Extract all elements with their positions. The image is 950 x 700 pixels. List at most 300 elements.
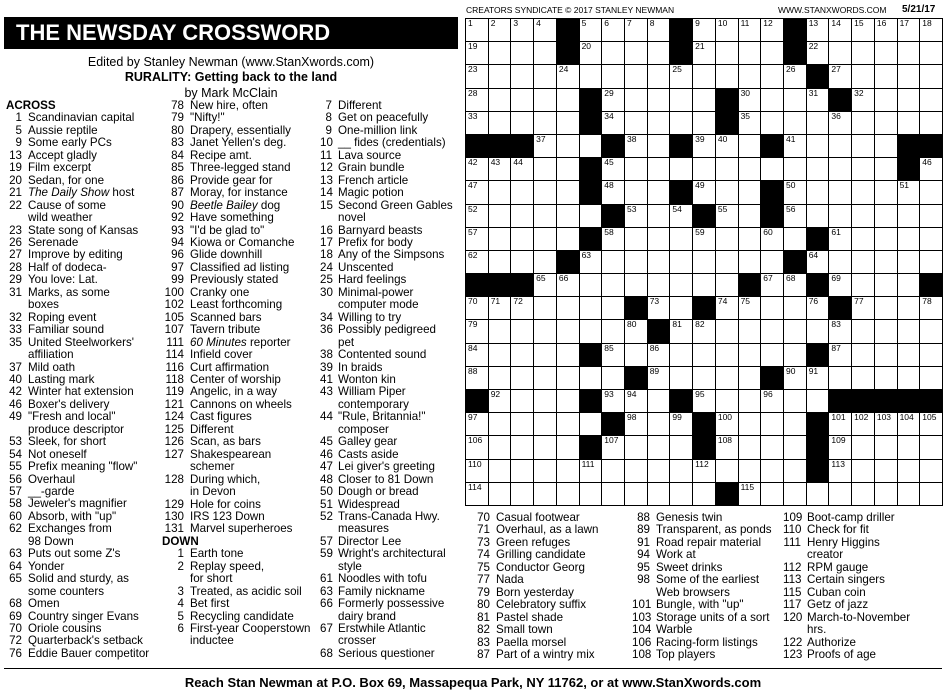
- grid-cell[interactable]: [897, 180, 921, 204]
- grid-cell[interactable]: [669, 319, 693, 343]
- grid-cell[interactable]: [897, 319, 921, 343]
- grid-cell[interactable]: [647, 88, 671, 112]
- grid-cell[interactable]: [874, 273, 898, 297]
- grid-cell[interactable]: [851, 41, 875, 65]
- grid-cell[interactable]: [669, 343, 693, 367]
- grid-cell[interactable]: [488, 459, 512, 483]
- grid-cell[interactable]: [874, 435, 898, 459]
- grid-cell[interactable]: [647, 343, 671, 367]
- grid-cell[interactable]: [828, 366, 852, 390]
- grid-cell[interactable]: [897, 227, 921, 251]
- grid-cell[interactable]: [919, 64, 943, 88]
- grid-cell[interactable]: [556, 412, 580, 436]
- grid-cell[interactable]: [851, 412, 875, 436]
- grid-cell[interactable]: [692, 273, 716, 297]
- grid-cell[interactable]: [783, 319, 807, 343]
- grid-cell[interactable]: [715, 389, 739, 413]
- grid-cell[interactable]: [919, 180, 943, 204]
- grid-cell[interactable]: [919, 435, 943, 459]
- grid-cell[interactable]: [488, 18, 512, 42]
- grid-cell[interactable]: [738, 18, 762, 42]
- grid-cell[interactable]: [601, 482, 625, 506]
- grid-cell[interactable]: [828, 319, 852, 343]
- grid-cell[interactable]: [874, 64, 898, 88]
- grid-cell[interactable]: [624, 459, 648, 483]
- grid-cell[interactable]: [533, 459, 557, 483]
- grid-cell[interactable]: [556, 134, 580, 158]
- grid-cell[interactable]: [828, 459, 852, 483]
- grid-cell[interactable]: [579, 204, 603, 228]
- grid-cell[interactable]: [828, 134, 852, 158]
- grid-cell[interactable]: [738, 319, 762, 343]
- grid-cell[interactable]: [919, 88, 943, 112]
- grid-cell[interactable]: [669, 273, 693, 297]
- grid-cell[interactable]: [488, 111, 512, 135]
- grid-cell[interactable]: [692, 18, 716, 42]
- grid-cell[interactable]: [601, 88, 625, 112]
- grid-cell[interactable]: [760, 389, 784, 413]
- grid-cell[interactable]: [806, 389, 830, 413]
- grid-cell[interactable]: [647, 64, 671, 88]
- grid-cell[interactable]: [624, 482, 648, 506]
- grid-cell[interactable]: [760, 64, 784, 88]
- grid-cell[interactable]: [851, 250, 875, 274]
- grid-cell[interactable]: [874, 343, 898, 367]
- grid-cell[interactable]: [669, 296, 693, 320]
- grid-cell[interactable]: [738, 111, 762, 135]
- grid-cell[interactable]: [488, 88, 512, 112]
- grid-cell[interactable]: [579, 41, 603, 65]
- grid-cell[interactable]: [624, 88, 648, 112]
- grid-cell[interactable]: [851, 88, 875, 112]
- grid-cell[interactable]: [806, 180, 830, 204]
- grid-cell[interactable]: [465, 41, 489, 65]
- grid-cell[interactable]: [556, 343, 580, 367]
- grid-cell[interactable]: [828, 204, 852, 228]
- grid-cell[interactable]: [783, 459, 807, 483]
- grid-cell[interactable]: [692, 250, 716, 274]
- grid-cell[interactable]: [488, 204, 512, 228]
- grid-cell[interactable]: [556, 273, 580, 297]
- grid-cell[interactable]: [760, 459, 784, 483]
- grid-cell[interactable]: [874, 111, 898, 135]
- grid-cell[interactable]: [738, 482, 762, 506]
- grid-cell[interactable]: [692, 180, 716, 204]
- grid-cell[interactable]: [897, 111, 921, 135]
- grid-cell[interactable]: [783, 482, 807, 506]
- grid-cell[interactable]: [601, 435, 625, 459]
- grid-cell[interactable]: [647, 18, 671, 42]
- grid-cell[interactable]: [556, 111, 580, 135]
- grid-cell[interactable]: [669, 250, 693, 274]
- grid-cell[interactable]: [488, 343, 512, 367]
- grid-cell[interactable]: [897, 204, 921, 228]
- grid-cell[interactable]: [465, 64, 489, 88]
- grid-cell[interactable]: [624, 111, 648, 135]
- grid-cell[interactable]: [760, 18, 784, 42]
- grid-cell[interactable]: [510, 366, 534, 390]
- grid-cell[interactable]: [579, 296, 603, 320]
- grid-cell[interactable]: [828, 250, 852, 274]
- grid-cell[interactable]: [556, 389, 580, 413]
- grid-cell[interactable]: [579, 134, 603, 158]
- grid-cell[interactable]: [624, 18, 648, 42]
- grid-cell[interactable]: [874, 134, 898, 158]
- grid-cell[interactable]: [760, 319, 784, 343]
- grid-cell[interactable]: [874, 482, 898, 506]
- grid-cell[interactable]: [897, 64, 921, 88]
- grid-cell[interactable]: [669, 111, 693, 135]
- grid-cell[interactable]: [760, 273, 784, 297]
- grid-cell[interactable]: [828, 64, 852, 88]
- grid-cell[interactable]: [851, 435, 875, 459]
- grid-cell[interactable]: [624, 227, 648, 251]
- grid-cell[interactable]: [806, 88, 830, 112]
- grid-cell[interactable]: [715, 319, 739, 343]
- grid-cell[interactable]: [715, 250, 739, 274]
- grid-cell[interactable]: [488, 366, 512, 390]
- grid-cell[interactable]: [556, 180, 580, 204]
- grid-cell[interactable]: [783, 435, 807, 459]
- grid-cell[interactable]: [624, 41, 648, 65]
- grid-cell[interactable]: [874, 88, 898, 112]
- grid-cell[interactable]: [715, 18, 739, 42]
- grid-cell[interactable]: [715, 64, 739, 88]
- grid-cell[interactable]: [738, 204, 762, 228]
- grid-cell[interactable]: [828, 111, 852, 135]
- grid-cell[interactable]: [601, 273, 625, 297]
- grid-cell[interactable]: [783, 412, 807, 436]
- grid-cell[interactable]: [897, 412, 921, 436]
- grid-cell[interactable]: [715, 366, 739, 390]
- grid-cell[interactable]: [601, 343, 625, 367]
- grid-cell[interactable]: [510, 111, 534, 135]
- grid-cell[interactable]: [715, 41, 739, 65]
- grid-cell[interactable]: [828, 412, 852, 436]
- grid-cell[interactable]: [556, 459, 580, 483]
- grid-cell[interactable]: [579, 459, 603, 483]
- grid-cell[interactable]: [738, 227, 762, 251]
- grid-cell[interactable]: [897, 250, 921, 274]
- grid-cell[interactable]: [715, 180, 739, 204]
- grid-cell[interactable]: [851, 227, 875, 251]
- grid-cell[interactable]: [601, 459, 625, 483]
- grid-cell[interactable]: [692, 134, 716, 158]
- grid-cell[interactable]: [738, 389, 762, 413]
- grid-cell[interactable]: [601, 296, 625, 320]
- grid-cell[interactable]: [669, 157, 693, 181]
- grid-cell[interactable]: [851, 64, 875, 88]
- grid-cell[interactable]: [851, 482, 875, 506]
- grid-cell[interactable]: [647, 273, 671, 297]
- grid-cell[interactable]: [919, 18, 943, 42]
- grid-cell[interactable]: [579, 319, 603, 343]
- grid-cell[interactable]: [533, 343, 557, 367]
- grid-cell[interactable]: [874, 180, 898, 204]
- grid-cell[interactable]: [738, 435, 762, 459]
- grid-cell[interactable]: [715, 459, 739, 483]
- grid-cell[interactable]: [579, 482, 603, 506]
- grid-cell[interactable]: [919, 343, 943, 367]
- grid-cell[interactable]: [783, 389, 807, 413]
- grid-cell[interactable]: [647, 459, 671, 483]
- grid-cell[interactable]: [919, 459, 943, 483]
- grid-cell[interactable]: [919, 412, 943, 436]
- grid-cell[interactable]: [556, 366, 580, 390]
- grid-cell[interactable]: [556, 88, 580, 112]
- grid-cell[interactable]: [488, 157, 512, 181]
- grid-cell[interactable]: [851, 157, 875, 181]
- grid-cell[interactable]: [601, 180, 625, 204]
- grid-cell[interactable]: [624, 389, 648, 413]
- grid-cell[interactable]: [738, 41, 762, 65]
- grid-cell[interactable]: [533, 296, 557, 320]
- grid-cell[interactable]: [783, 134, 807, 158]
- grid-cell[interactable]: [533, 435, 557, 459]
- grid-cell[interactable]: [874, 366, 898, 390]
- grid-cell[interactable]: [647, 204, 671, 228]
- grid-cell[interactable]: [647, 111, 671, 135]
- grid-cell[interactable]: [556, 482, 580, 506]
- grid-cell[interactable]: [533, 134, 557, 158]
- grid-cell[interactable]: [760, 435, 784, 459]
- grid-cell[interactable]: [806, 111, 830, 135]
- grid-cell[interactable]: [510, 180, 534, 204]
- grid-cell[interactable]: [669, 227, 693, 251]
- grid-cell[interactable]: [647, 180, 671, 204]
- grid-cell[interactable]: [828, 180, 852, 204]
- grid-cell[interactable]: [510, 296, 534, 320]
- grid-cell[interactable]: [669, 64, 693, 88]
- grid-cell[interactable]: [624, 343, 648, 367]
- grid-cell[interactable]: [624, 319, 648, 343]
- grid-cell[interactable]: [488, 412, 512, 436]
- grid-cell[interactable]: [669, 88, 693, 112]
- grid-cell[interactable]: [851, 273, 875, 297]
- grid-cell[interactable]: [669, 412, 693, 436]
- grid-cell[interactable]: [510, 319, 534, 343]
- grid-cell[interactable]: [556, 157, 580, 181]
- grid-cell[interactable]: [715, 412, 739, 436]
- grid-cell[interactable]: [601, 41, 625, 65]
- grid-cell[interactable]: [715, 273, 739, 297]
- grid-cell[interactable]: [601, 18, 625, 42]
- grid-cell[interactable]: [647, 296, 671, 320]
- grid-cell[interactable]: [533, 204, 557, 228]
- grid-cell[interactable]: [488, 227, 512, 251]
- grid-cell[interactable]: [601, 250, 625, 274]
- grid-cell[interactable]: [601, 111, 625, 135]
- grid-cell[interactable]: [783, 343, 807, 367]
- grid-cell[interactable]: [897, 41, 921, 65]
- grid-cell[interactable]: [601, 366, 625, 390]
- grid-cell[interactable]: [579, 273, 603, 297]
- grid-cell[interactable]: [874, 459, 898, 483]
- grid-cell[interactable]: [715, 296, 739, 320]
- grid-cell[interactable]: [533, 41, 557, 65]
- grid-cell[interactable]: [669, 459, 693, 483]
- grid-cell[interactable]: [919, 250, 943, 274]
- grid-cell[interactable]: [556, 64, 580, 88]
- grid-cell[interactable]: [647, 134, 671, 158]
- grid-cell[interactable]: [488, 319, 512, 343]
- grid-cell[interactable]: [533, 482, 557, 506]
- grid-cell[interactable]: [533, 319, 557, 343]
- grid-cell[interactable]: [783, 64, 807, 88]
- grid-cell[interactable]: [783, 180, 807, 204]
- grid-cell[interactable]: [488, 482, 512, 506]
- grid-cell[interactable]: [919, 111, 943, 135]
- grid-cell[interactable]: [488, 296, 512, 320]
- grid-cell[interactable]: [806, 41, 830, 65]
- grid-cell[interactable]: [738, 250, 762, 274]
- grid-cell[interactable]: [828, 227, 852, 251]
- grid-cell[interactable]: [828, 435, 852, 459]
- grid-cell[interactable]: [806, 482, 830, 506]
- grid-cell[interactable]: [510, 459, 534, 483]
- grid-cell[interactable]: [806, 157, 830, 181]
- grid-cell[interactable]: [510, 41, 534, 65]
- grid-cell[interactable]: [692, 319, 716, 343]
- grid-cell[interactable]: [692, 343, 716, 367]
- grid-cell[interactable]: [715, 157, 739, 181]
- grid-cell[interactable]: [715, 343, 739, 367]
- grid-cell[interactable]: [874, 157, 898, 181]
- grid-cell[interactable]: [738, 459, 762, 483]
- grid-cell[interactable]: [692, 227, 716, 251]
- grid-cell[interactable]: [669, 435, 693, 459]
- grid-cell[interactable]: [738, 366, 762, 390]
- grid-cell[interactable]: [647, 389, 671, 413]
- grid-cell[interactable]: [828, 41, 852, 65]
- grid-cell[interactable]: [760, 250, 784, 274]
- grid-cell[interactable]: [897, 459, 921, 483]
- grid-cell[interactable]: [783, 204, 807, 228]
- grid-cell[interactable]: [874, 296, 898, 320]
- grid-cell[interactable]: [556, 319, 580, 343]
- grid-cell[interactable]: [783, 273, 807, 297]
- grid-cell[interactable]: [601, 319, 625, 343]
- grid-cell[interactable]: [647, 157, 671, 181]
- grid-cell[interactable]: [806, 366, 830, 390]
- grid-cell[interactable]: [806, 296, 830, 320]
- grid-cell[interactable]: [624, 64, 648, 88]
- grid-cell[interactable]: [510, 250, 534, 274]
- grid-cell[interactable]: [874, 18, 898, 42]
- grid-cell[interactable]: [760, 227, 784, 251]
- grid-cell[interactable]: [488, 41, 512, 65]
- grid-cell[interactable]: [919, 319, 943, 343]
- grid-cell[interactable]: [715, 134, 739, 158]
- grid-cell[interactable]: [692, 389, 716, 413]
- grid-cell[interactable]: [919, 366, 943, 390]
- grid-cell[interactable]: [738, 64, 762, 88]
- grid-cell[interactable]: [919, 41, 943, 65]
- grid-cell[interactable]: [647, 250, 671, 274]
- grid-cell[interactable]: [738, 412, 762, 436]
- grid-cell[interactable]: [601, 389, 625, 413]
- grid-cell[interactable]: [851, 366, 875, 390]
- grid-cell[interactable]: [579, 64, 603, 88]
- grid-cell[interactable]: [692, 157, 716, 181]
- grid-cell[interactable]: [828, 18, 852, 42]
- grid-cell[interactable]: [624, 273, 648, 297]
- grid-cell[interactable]: [851, 204, 875, 228]
- grid-cell[interactable]: [601, 64, 625, 88]
- grid-cell[interactable]: [601, 227, 625, 251]
- grid-cell[interactable]: [556, 227, 580, 251]
- grid-cell[interactable]: [624, 412, 648, 436]
- grid-cell[interactable]: [919, 482, 943, 506]
- grid-cell[interactable]: [760, 88, 784, 112]
- grid-cell[interactable]: [738, 180, 762, 204]
- grid-cell[interactable]: [533, 18, 557, 42]
- grid-cell[interactable]: [669, 366, 693, 390]
- grid-cell[interactable]: [510, 412, 534, 436]
- grid-cell[interactable]: [760, 41, 784, 65]
- grid-cell[interactable]: [647, 41, 671, 65]
- grid-cell[interactable]: [579, 412, 603, 436]
- grid-cell[interactable]: [897, 366, 921, 390]
- grid-cell[interactable]: [828, 273, 852, 297]
- grid-cell[interactable]: [510, 343, 534, 367]
- grid-cell[interactable]: [874, 227, 898, 251]
- grid-cell[interactable]: [647, 482, 671, 506]
- grid-cell[interactable]: [897, 296, 921, 320]
- grid-cell[interactable]: [851, 343, 875, 367]
- grid-cell[interactable]: [510, 204, 534, 228]
- grid-cell[interactable]: [488, 435, 512, 459]
- grid-cell[interactable]: [897, 18, 921, 42]
- grid-cell[interactable]: [647, 227, 671, 251]
- grid-cell[interactable]: [806, 204, 830, 228]
- grid-cell[interactable]: [897, 435, 921, 459]
- grid-cell[interactable]: [556, 204, 580, 228]
- grid-cell[interactable]: [579, 250, 603, 274]
- grid-cell[interactable]: [874, 412, 898, 436]
- grid-cell[interactable]: [465, 18, 489, 42]
- grid-cell[interactable]: [488, 180, 512, 204]
- grid-cell[interactable]: [510, 435, 534, 459]
- grid-cell[interactable]: [692, 41, 716, 65]
- grid-cell[interactable]: [533, 88, 557, 112]
- grid-cell[interactable]: [874, 250, 898, 274]
- grid-cell[interactable]: [556, 296, 580, 320]
- grid-cell[interactable]: [624, 435, 648, 459]
- grid-cell[interactable]: [874, 41, 898, 65]
- grid-cell[interactable]: [760, 412, 784, 436]
- grid-cell[interactable]: [806, 134, 830, 158]
- grid-cell[interactable]: [510, 88, 534, 112]
- grid-cell[interactable]: [692, 64, 716, 88]
- grid-cell[interactable]: [897, 482, 921, 506]
- grid-cell[interactable]: [919, 227, 943, 251]
- grid-cell[interactable]: [828, 343, 852, 367]
- grid-cell[interactable]: [510, 389, 534, 413]
- grid-cell[interactable]: [624, 204, 648, 228]
- grid-cell[interactable]: [897, 88, 921, 112]
- grid-cell[interactable]: [919, 204, 943, 228]
- grid-cell[interactable]: [919, 296, 943, 320]
- grid-cell[interactable]: [510, 227, 534, 251]
- grid-cell[interactable]: [715, 204, 739, 228]
- grid-cell[interactable]: [851, 111, 875, 135]
- grid-cell[interactable]: [624, 180, 648, 204]
- grid-cell[interactable]: [828, 482, 852, 506]
- grid-cell[interactable]: [738, 343, 762, 367]
- grid-cell[interactable]: [533, 412, 557, 436]
- grid-cell[interactable]: [488, 64, 512, 88]
